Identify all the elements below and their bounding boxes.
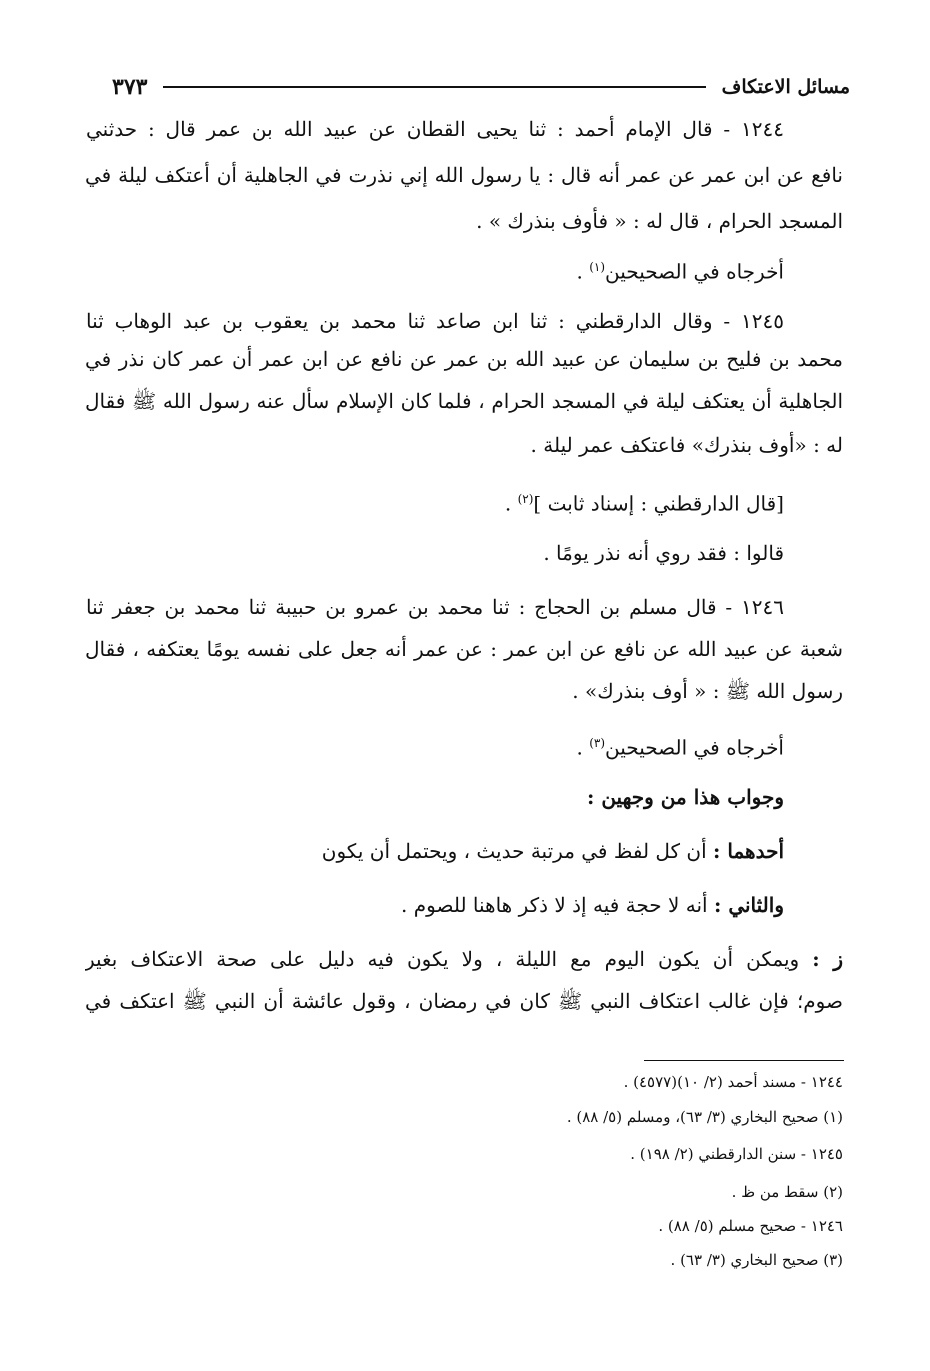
citation-text: أخرجاه في الصحيحين <box>605 735 784 760</box>
footnote: ١٢٤٦ - صحيح مسلم (٥/ ٨٨) . <box>658 1217 843 1235</box>
page-header <box>112 70 850 104</box>
text-line: نافع عن ابن عمر عن عمر أنه قال : يا رسول الله إني نذرت في الجاهلية أن أعتكف ليلة في <box>85 163 843 187</box>
text-line <box>86 726 784 765</box>
text-line: قالوا : فقد روي أنه نذر يومًا . <box>543 541 784 565</box>
footnote: (٣) صحيح البخاري (٣/ ٦٣) . <box>670 1251 843 1269</box>
paragraph-text: ويمكن أن يكون اليوم مع الليلة ، ولا يكون فيه دليل على صحة الاعتكاف بغير <box>85 947 813 971</box>
text-line: ١٢٤٥ - وقال الدارقطني : ثنا ابن صاعد ثنا محمد بن يعقوب بن عبد الوهاب ثنا <box>86 309 784 333</box>
text-line: له : «أوف بنذرك» فاعتكف عمر ليلة . <box>530 433 843 457</box>
punctuation: . <box>576 735 590 760</box>
footnote-separator <box>644 1060 844 1061</box>
point-label: أحدهما : <box>713 839 784 863</box>
text-line: وجواب هذا من وجهين : <box>586 785 784 809</box>
chapter-title: مسائل الاعتكاف <box>721 76 850 98</box>
point-text: أنه لا حجة فيه إذ لا ذكر هاهنا للصوم . <box>401 893 714 917</box>
text-line <box>85 942 843 976</box>
footnote: ١٢٤٥ - سنن الدارقطني (٢/ ١٩٨) . <box>630 1145 843 1163</box>
citation-text: أخرجاه في الصحيحين <box>605 259 784 284</box>
text-line: ١٢٤٦ - قال مسلم بن الحجاج : ثنا محمد بن عمرو بن حبيبة ثنا محمد بن جعفر ثنا <box>86 595 784 619</box>
point-label: والثاني : <box>713 893 784 917</box>
text-line: ١٢٤٤ - قال الإمام أحمد : ثنا يحيى القطان عن عبيد الله بن عمر قال : حدثني <box>86 117 784 141</box>
text-line: محمد بن فليح بن سليمان عن عبيد الله بن عمر عن نافع عن ابن عمر أن عمر كان نذر في <box>85 347 843 371</box>
punctuation: . <box>504 491 518 516</box>
footnote: (١) صحيح البخاري (٣/ ٦٣)، ومسلم (٥/ ٨٨) . <box>566 1108 843 1126</box>
text-line: الجاهلية أن يعتكف ليلة في المسجد الحرام ، فلما كان الإسلام سأل عنه رسول الله ﷺ فقال <box>85 389 843 413</box>
footnote-ref: (١) <box>589 260 606 274</box>
footnote-ref: (٢) <box>517 492 534 506</box>
page-number: ٣٧٣ <box>112 74 148 100</box>
footnote: ١٢٤٤ - مسند أحمد (٢/ ١٠)(٤٥٧٧) . <box>623 1073 843 1091</box>
editor-mark: ز : <box>812 947 843 971</box>
text-line: رسول الله ﷺ : « أوف بنذرك» . <box>572 679 843 703</box>
footnote-ref: (٣) <box>589 736 606 750</box>
text-line <box>86 834 784 868</box>
header-rule <box>163 86 705 88</box>
text-line <box>86 250 784 289</box>
text-line: المسجد الحرام ، قال له : « فأوف بنذرك » . <box>476 209 843 233</box>
text-line: شعبة عن عبيد الله عن نافع عن ابن عمر : عن عمر أنه جعل على نفسه يومًا يعتكفه ، فقال <box>85 637 843 661</box>
citation-text: [قال الدارقطني : إسناد ثابت ] <box>533 491 784 516</box>
text-line <box>86 888 784 922</box>
punctuation: . <box>576 259 590 284</box>
text-line: صوم؛ فإن غالب اعتكاف النبي ﷺ كان في رمضان ، وقول عائشة أن النبي ﷺ اعتكف في <box>85 989 843 1013</box>
point-text: أن كل لفظ في مرتبة حديث ، ويحتمل أن يكون <box>321 839 714 863</box>
text-line <box>86 482 784 521</box>
footnote: (٢) سقط من ظ . <box>731 1183 843 1201</box>
